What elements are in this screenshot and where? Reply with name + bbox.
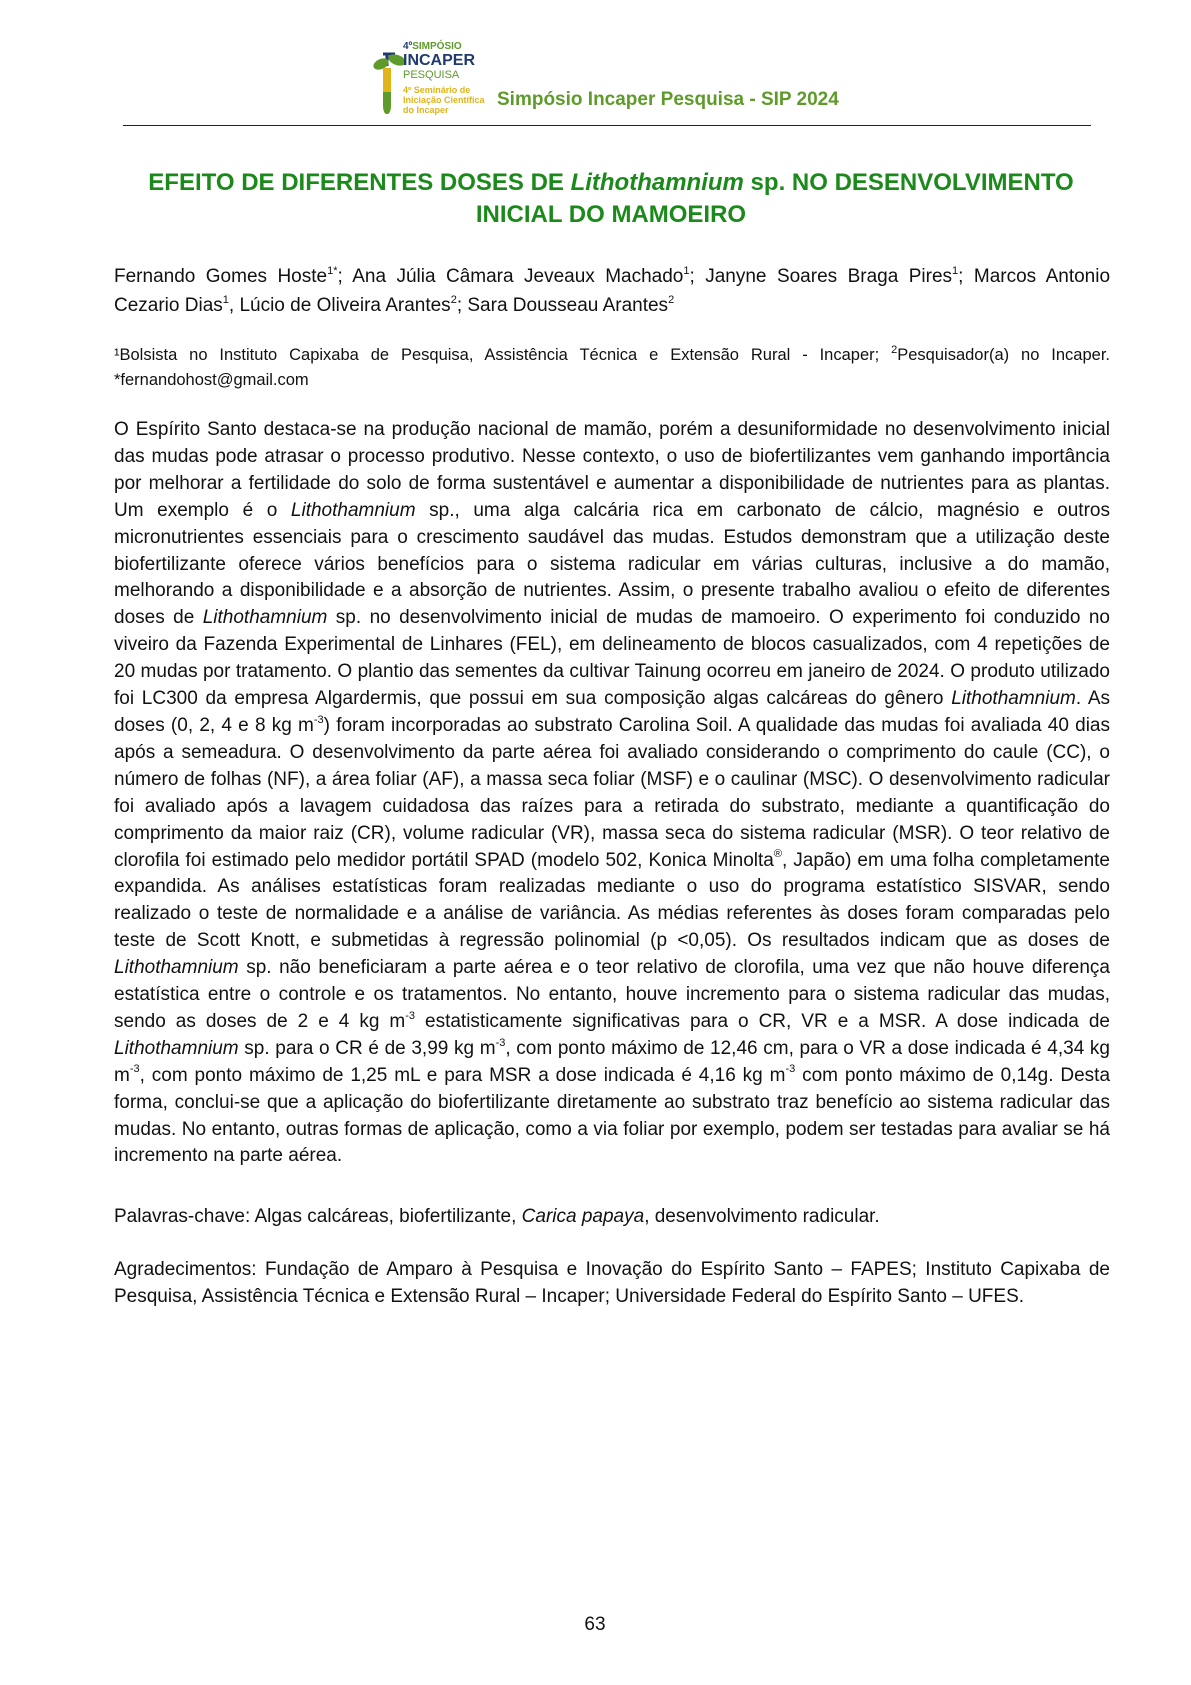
author-affiliation-mark: 2 xyxy=(450,293,457,306)
keywords xyxy=(114,1203,1110,1230)
logo-sub-2: Iniciação Científica xyxy=(403,95,485,105)
acknowledgments xyxy=(114,1256,1110,1310)
title-part-2: sp. NO DESENVOLVIMENTO INICIAL DO MAMOEIRO xyxy=(475,169,1074,228)
affiliation-mark-1: ¹ xyxy=(114,346,120,364)
affiliation-2: Pesquisador(a) no Incaper. xyxy=(897,346,1110,364)
abstract-text: sp. não beneficiaram a parte aérea e o teor relativo de clorofila, uma vez que não houve diferença estatística entre o controle e os tratamentos. No entanto, houve incremento para o sistema radicular das mudas, sendo as doses de 2 e 4 kg m xyxy=(114,957,1110,1032)
conference-name: Simpósio Incaper Pesquisa - SIP 2024 xyxy=(497,89,839,110)
abstract-text: . As doses (0, 2, 4 e 8 kg m xyxy=(114,688,1110,736)
abstract-text: com ponto máximo de 0,14g. Desta forma, conclui-se que a aplicação do biofertilizante diretamente ao substrato traz benefício ao sistema radicular das mudas. No entanto, outras formas de aplicação, como a via foliar por exemplo, podem ser testadas para avaliar se há incremento na parte aérea. xyxy=(114,1064,1111,1167)
author-affiliation-mark: 1 xyxy=(222,293,229,306)
logo-ordinal: 4º xyxy=(403,41,413,52)
title-part-1: EFEITO DE DIFERENTES DOSES DE xyxy=(148,169,571,196)
abstract-superscript: -3 xyxy=(405,1009,416,1022)
author-affiliation-mark: 1* xyxy=(327,264,338,277)
abstract-italic: Lithothamnium xyxy=(114,1037,239,1059)
author-separator: , xyxy=(228,295,240,316)
abstract-text: estatisticamente significativas para o CR, VR e a MSR. A dose indicada de xyxy=(415,1010,1110,1032)
plant-flask-icon xyxy=(373,48,407,118)
abstract-text: sp. para o CR é de 3,99 kg m xyxy=(238,1037,496,1059)
logo-sub-1: 4º Seminário de xyxy=(403,85,471,95)
abstract-text: sp. no desenvolvimento inicial de mudas de mamoeiro. O experimento foi conduzido no viveiro da Fazenda Experimental de Linhares (FEL), em delineamento de blocos casualizados, com 4 repetições de 20 mudas por tratamento. O plantio das sementes da cultivar Tainung ocorreu em janeiro de 2024. O produto utilizado foi LC300 da empresa Algardermis, que possui em sua composição algas calcáreas do gênero xyxy=(114,607,1110,710)
abstract-body xyxy=(114,417,1110,1170)
author-separator: ; xyxy=(337,266,353,287)
affiliations xyxy=(114,343,1110,393)
page-number: 63 xyxy=(584,1614,606,1635)
abstract-superscript: -3 xyxy=(313,713,324,726)
abstract-paragraph xyxy=(114,417,1110,1170)
abstract-superscript: ® xyxy=(773,848,782,861)
keywords-text: , desenvolvimento radicular. xyxy=(644,1206,880,1227)
author-name: Marcos Antonio Cezario Dias xyxy=(114,266,1111,316)
author-separator: ; xyxy=(958,266,974,287)
abstract-text: sp., uma alga calcária rica em carbonato de cálcio, magnésio e outros micronutrientes essenciais para o crescimento saudável das mudas. Estudos demonstram que a utilização deste biofertilizante oferece vários benefícios para o sistema radicular em várias culturas, inclusive a do mamão, melhorando a disponibilidade e a absorção de nutrientes. Assim, o presente trabalho avaliou o efeito de diferentes doses de xyxy=(114,499,1110,629)
author-affiliation-mark: 2 xyxy=(668,293,675,306)
author-separator: ; xyxy=(456,295,468,316)
logo-word-pesquisa: PESQUISA xyxy=(403,69,460,81)
header-divider xyxy=(123,125,1091,126)
abstract-italic: Lithothamnium xyxy=(114,957,239,979)
abstract-superscript: -3 xyxy=(785,1063,796,1076)
affiliation-mark-2: 2 xyxy=(891,343,898,356)
author-list xyxy=(114,262,1110,320)
author-separator: ; xyxy=(689,266,706,287)
abstract-text: , com ponto máximo de 1,25 mL e para MSR a dose indicada é 4,16 kg m xyxy=(139,1064,786,1086)
symposium-logo xyxy=(373,42,493,126)
author xyxy=(467,295,674,316)
abstract-superscript: -3 xyxy=(495,1036,506,1049)
abstract-text: , Japão) em uma folha completamente expandida. As análises estatísticas foram realizadas mediante o uso do programa estatístico SISVAR, sendo realizado o teste de normalidade e a análise de variância. As médias referentes às doses foram comparadas pelo teste de Scott Knott, e submetidas à regressão polinomial (p <0,05). Os resultados indicam que as doses de xyxy=(114,849,1110,952)
corresponding-email-link[interactable]: *fernandohost@gmail.com xyxy=(114,371,309,389)
keywords-label: Palavras-chave: xyxy=(114,1206,255,1227)
logo-sub-3: do Incaper xyxy=(403,105,449,115)
author xyxy=(705,266,974,287)
logo-word-incaper: INCAPER xyxy=(403,52,476,69)
paper-title xyxy=(110,167,1112,231)
abstract-italic: Lithothamnium xyxy=(290,499,416,521)
author-name: Lúcio de Oliveira Arantes xyxy=(239,295,451,316)
author-name: Sara Dousseau Arantes xyxy=(467,295,669,316)
keywords-text: Algas calcáreas, biofertilizante, xyxy=(254,1206,522,1227)
author xyxy=(114,266,352,287)
title-italic: Lithothamnium xyxy=(570,169,744,196)
acknowledgments-text: Fundação de Amparo à Pesquisa e Inovação do Espírito Santo – FAPES; Instituto Capixaba de Pesquisa, Assistência Técnica e Extensão Rural – Incaper; Universidade Federal do Espírito Santo – UFES. xyxy=(114,1259,1110,1307)
author-name: Ana Júlia Câmara Jeveaux Machado xyxy=(352,266,684,287)
abstract-text: , com ponto máximo de 12,46 cm, para o VR a dose indicada é 4,34 kg m xyxy=(114,1037,1111,1086)
author-name: Janyne Soares Braga Pires xyxy=(705,266,953,287)
keywords-italic: Carica papaya xyxy=(521,1206,645,1227)
author xyxy=(352,266,705,287)
page-header xyxy=(123,36,1091,126)
abstract-italic: Lithothamnium xyxy=(202,607,328,629)
abstract-text: O Espírito Santo destaca-se na produção nacional de mamão, porém a desuniformidade no desenvolvimento inicial das mudas pode atrasar o processo produtivo. Nesse contexto, o uso de biofertilizantes vem ganhando importância por melhorar a fertilidade do solo de forma sustentável e aumentar a disponibilidade de nutrientes para as plantas. Um exemplo é o xyxy=(114,419,1110,521)
abstract-italic: Lithothamnium xyxy=(951,688,1076,710)
acknowledgments-label: Agradecimentos: xyxy=(114,1259,265,1280)
affiliation-1: Bolsista no Instituto Capixaba de Pesquisa, Assistência Técnica e Extensão Rural - Incaper; xyxy=(119,346,892,364)
author-affiliation-mark: 1 xyxy=(952,264,959,277)
author-affiliation-mark: 1 xyxy=(683,264,690,277)
author xyxy=(239,295,467,316)
abstract-text: ) foram incorporadas ao substrato Carolina Soil. A qualidade das mudas foi avaliada 40 dias após a semeadura. O desenvolvimento da parte aérea foi avaliado considerando o comprimento do caule (CC), o número de folhas (NF), a área foliar (AF), a massa seca foliar (MSF) e o caulinar (MSC). O desenvolvimento radicular foi avaliado após a lavagem cuidadosa das raízes para a retirada do substrato, mediante a quantificação do comprimento da maior raiz (CR), volume radicular (VR), massa seca do sistema radicular (MSR). O teor relativo de clorofila foi estimado pelo medidor portátil SPAD (modelo 502, Konica Minolta xyxy=(114,714,1110,871)
author-name: Fernando Gomes Hoste xyxy=(114,266,328,287)
logo-word-simposio: SIMPÓSIO xyxy=(412,41,462,52)
abstract-superscript: -3 xyxy=(129,1063,140,1076)
